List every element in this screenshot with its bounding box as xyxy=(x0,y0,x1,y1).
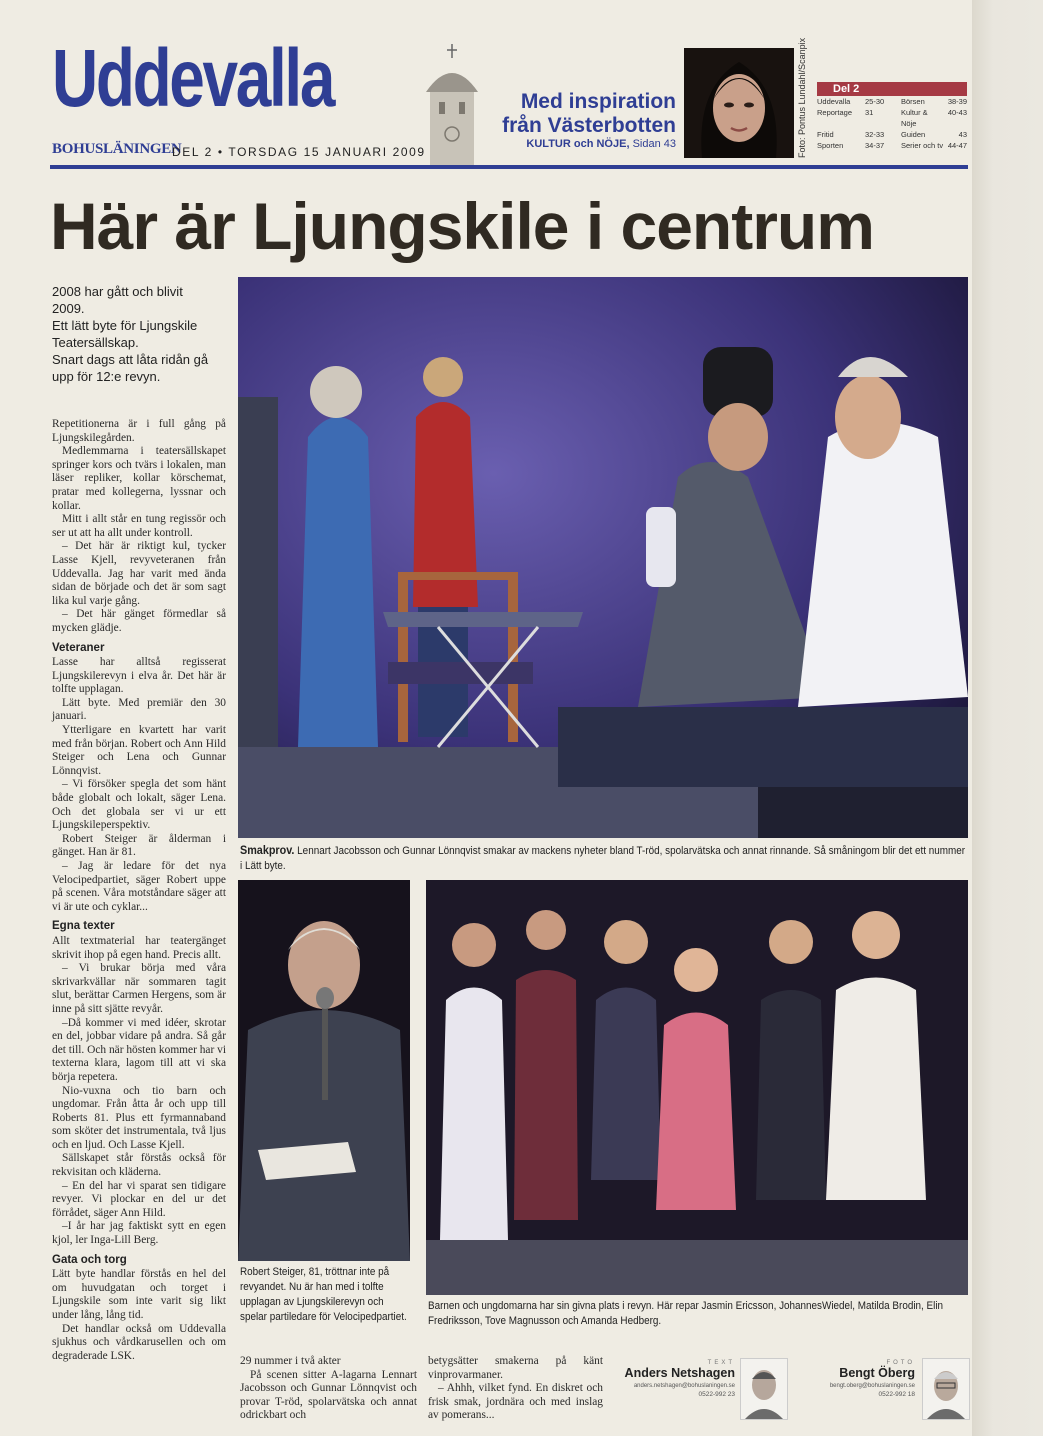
photo-robert-steiger xyxy=(238,880,410,1261)
adjacent-page-edge xyxy=(972,0,1043,1436)
main-photo-stage-rehearsal xyxy=(238,277,968,838)
body-paragraph: – Ahhh, vilket fynd. En diskret och frisk smak, jordnära och med inslag av pomerans... xyxy=(428,1382,603,1422)
index-row[interactable]: Reportage 31 Kultur & Nöje 40-43 xyxy=(817,108,967,128)
body-paragraph: – Det här är riktigt kul, tycker Lasse Kjell, revyveteranen från Uddevalla. Jag har varit med ända sidan de började och det är som sagt lika kul varje gång. xyxy=(52,540,226,607)
subhead-veteraner: Veteraner xyxy=(52,641,105,654)
body-paragraph: betygsätter smakerna på känt vinprovarmaner. xyxy=(428,1355,603,1381)
steiger-photo-illustration xyxy=(238,880,410,1261)
body-paragraph: Ytterligare en kvartett har varit med från början. Robert och Ann Hild Steiger och Lena och Gunnar Lönnqvist. xyxy=(52,724,226,777)
body-paragraph: Medlemmarna i teatersällskapet springer kors och tvärs i lokalen, man läser repliker, kollar körschemat, pratar med kollegerna, lyssnar och kollar. xyxy=(52,445,226,512)
masthead-logo: Uddevalla xyxy=(52,33,334,124)
photo-children-singing xyxy=(426,880,968,1295)
body-paragraph: Robert Steiger är ålderman i gänget. Han är 81. xyxy=(52,832,226,859)
index-title: Del 2 xyxy=(817,82,967,96)
byline-text xyxy=(620,1360,735,1420)
byline-phone: 0522-992 23 xyxy=(698,1391,735,1398)
paper-name: BOHUSLÄNINGEN xyxy=(52,141,182,157)
byline-avatar xyxy=(740,1358,788,1420)
body-paragraph: – Det här gänget förmedlar så mycken glädje. xyxy=(52,608,226,634)
lede-line: upp för 12:e revyn. xyxy=(52,369,161,384)
caption-lead: Smakprov. xyxy=(240,843,295,857)
lede-line: 2009. xyxy=(52,301,85,316)
caption-main-photo xyxy=(240,843,969,874)
body-paragraph: Lasse har alltså regisserat Ljungskilerevyn i elva år. Det här är tolfte upplagan. xyxy=(52,656,226,696)
article-body-middle-column-2 xyxy=(428,1355,603,1423)
body-paragraph: – Vi försöker spegla det som hänt både globalt och lokalt, säger Lena. Och det globala ser vi ur ett Ljungskileperspektiv. xyxy=(52,778,226,832)
photo-credit: Foto: Pontus Lundahl/Scanpix xyxy=(797,37,807,158)
article-body-middle-column xyxy=(240,1355,417,1423)
teaser-title-line2: från Västerbotten xyxy=(502,114,676,137)
byline-name: Bengt Öberg xyxy=(839,1366,915,1380)
headline: Här är Ljungskile i centrum xyxy=(50,189,874,263)
byline-email[interactable]: anders.netshagen@bohuslaningen.se xyxy=(633,1383,735,1389)
lede-line: Snart dags att låta ridån gå xyxy=(52,352,209,367)
main-photo-illustration xyxy=(238,277,968,838)
lede-line: 2008 har gått och blivit xyxy=(52,284,183,299)
caption-kids-photo: Barnen och ungdomarna har sin givna plats i revyn. Här repar Jasmin Ericsson, JohannesWiedel, Matilda Brodin, Elin Fredriksson, Tove Magnusson och Amanda Hedberg. xyxy=(428,1300,944,1327)
body-paragraph: På scenen sitter A-lagarna Lennart Jacobsson och Gunnar Lönnqvist och provar T-röd, spolarvätska och annat odrickbart och xyxy=(240,1368,417,1422)
body-paragraph: Lätt byte. Med premiär den 30 januari. xyxy=(52,696,226,723)
index-row[interactable]: Uddevalla 25-30 Börsen 38-39 xyxy=(817,97,967,106)
caption-steiger-photo: Robert Steiger, 81, tröttnar inte på revyandet. Nu är han med i tolfte upplagan av Ljungskilerevyn och spelar partiledare för Velocipedpartiet. xyxy=(240,1266,407,1323)
subhead-egna-texter: Egna texter xyxy=(52,920,115,933)
teaser-title[interactable] xyxy=(500,90,676,138)
body-paragraph: – En del har vi sparat sen tidigare revyer. Vi plockar en del ur det förrådet, säger Ann Hild. xyxy=(52,1179,226,1219)
body-paragraph: –I år har jag faktiskt sytt en egen kjol, ler Inga-Lill Berg. xyxy=(52,1220,226,1247)
section-index xyxy=(817,82,967,152)
byline-phone: 0522-992 18 xyxy=(878,1391,915,1398)
caption-text: Lennart Jacobsson och Gunnar Lönnqvist smakar av mackens nyheter bland T-röd, spolarvätska och annat rinnande. Så småningom blir det ett nummer i Lätt byte. xyxy=(240,845,966,872)
byline-role: TEXT xyxy=(707,1360,735,1366)
lede xyxy=(52,283,227,385)
avatar-illustration xyxy=(741,1359,787,1419)
body-paragraph: Repetitionerna är i full gång på Ljungskilegården. xyxy=(52,418,226,444)
index-row[interactable]: Fritid 32-33 Guiden 43 xyxy=(817,130,967,139)
body-paragraph: Nio-vuxna och tio barn och ungdomar. Från åtta år och upp till Roberts 81. Plus ett fyrmannaband som sköter det instrumentala, två ljus och en ljud. Och Lasse Kjell. xyxy=(52,1084,226,1151)
body-paragraph: – Jag är ledare för det nya Velocipedpartiet, säger Robert uppe på scenen. Våra motståndare säger att vi är ute och cyklar... xyxy=(52,860,226,913)
byline-email[interactable]: bengt.oberg@bohuslaningen.se xyxy=(829,1383,915,1389)
byline-name: Anders Netshagen xyxy=(624,1366,735,1380)
body-paragraph: –Då kommer vi med idéer, skrotar en del, jobbar vidare på andra. Så går det till. Och när hösten kommer har vi texterna klara, lagom till att vi ska börja repetera. xyxy=(52,1016,226,1083)
article-body-left-column xyxy=(52,418,226,1363)
teaser-section: KULTUR och NÖJE, xyxy=(526,138,630,150)
teaser-page: Sidan 43 xyxy=(632,138,676,150)
teaser-title-line1: Med inspiration xyxy=(520,90,676,113)
lede-line: Ett lätt byte för Ljungskile xyxy=(52,318,198,333)
teaser-portrait-photo xyxy=(684,48,794,158)
byline-photo xyxy=(800,1360,915,1420)
body-paragraph: Allt textmaterial har teatergänget skrivit ihop på egen hand. Precis allt. xyxy=(52,934,226,961)
portrait-illustration xyxy=(684,48,794,158)
body-paragraph: – Vi brukar börja med våra skrivarkvällar när sommaren tagit slut, berättar Carmen Hergens, som är inne på sitt sjätte revyår. xyxy=(52,962,226,1015)
index-row[interactable]: Sporten 34-37 Serier och tv 44-47 xyxy=(817,141,967,150)
kids-photo-illustration xyxy=(426,880,968,1295)
issue-line: DEL 2 • TORSDAG 15 JANUARI 2009 xyxy=(172,145,426,159)
body-paragraph: 29 nummer i två akter xyxy=(240,1355,341,1367)
lede-line: Teatersällskap. xyxy=(52,335,139,350)
masthead-rule xyxy=(50,165,968,169)
subhead-gata-och-torg: Gata och torg xyxy=(52,1253,127,1266)
teaser-reference[interactable] xyxy=(500,138,676,150)
body-paragraph: Sällskapet står förstås också för rekvisitan och kläderna. xyxy=(52,1152,226,1179)
avatar-illustration xyxy=(923,1359,969,1419)
byline-role: FOTO xyxy=(886,1360,915,1366)
byline-avatar xyxy=(922,1358,970,1420)
body-paragraph: Mitt i allt står en tung regissör och ser ut att ha allt under kontroll. xyxy=(52,513,226,539)
body-paragraph: Lätt byte handlar förstås en hel del om huvudgatan och torget i Ljungskile som inte varit sig likt under lång, lång tid. xyxy=(52,1268,226,1321)
body-paragraph: Det handlar också om Uddevalla sjukhus och vårdkarusellen och om degraderade LSK. xyxy=(52,1322,226,1362)
